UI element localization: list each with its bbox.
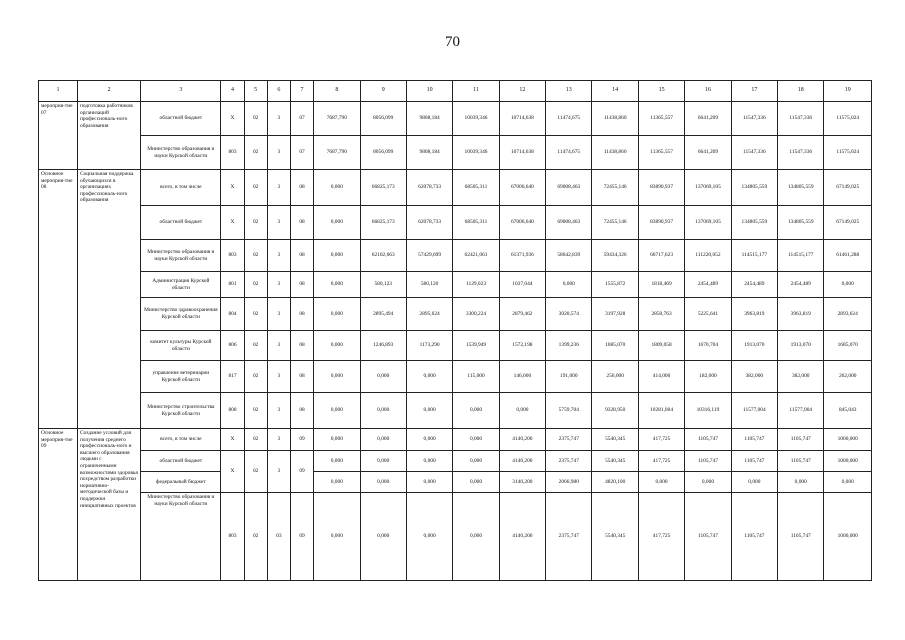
value-cell: 1105,747	[778, 493, 824, 581]
value-cell: 69008,463	[546, 206, 592, 240]
source-cell: управление ветеринарии Курской области	[141, 361, 221, 393]
code-cell: 07	[290, 102, 313, 136]
value-cell: 1105,747	[778, 429, 824, 451]
value-cell: 7687,790	[314, 136, 360, 170]
code-cell: Х	[221, 451, 244, 493]
code-cell: 09	[290, 451, 313, 493]
value-cell: 10039,346	[453, 102, 499, 136]
code-cell: Х	[221, 429, 244, 451]
header-cell: 14	[592, 81, 638, 102]
value-cell: 134805,559	[731, 206, 777, 240]
code-cell: Х	[221, 206, 244, 240]
value-cell: 62078,733	[406, 206, 452, 240]
header-cell: 5	[244, 81, 267, 102]
source-cell-federal: федеральный бюджет	[141, 471, 220, 492]
value-cell: 2895,494	[360, 298, 406, 331]
value-cell: 11438,860	[592, 136, 638, 170]
value-cell: 66825,173	[360, 170, 406, 206]
event-cell: Основное мероприя-тие 08	[39, 170, 78, 429]
value-cell: 5225,641	[685, 298, 731, 331]
header-cell: 13	[546, 81, 592, 102]
header-cell: 9	[360, 81, 406, 102]
value-cell-federal: 0,000	[824, 471, 871, 492]
budget-table	[38, 80, 872, 581]
code-cell: 02	[244, 170, 267, 206]
value-cell: 111220,052	[685, 240, 731, 272]
value-cell: 62102,663	[360, 240, 406, 272]
value-cell-federal: 4820,100	[592, 471, 637, 492]
code-cell: 08	[290, 298, 313, 331]
value-cell: 1105,747	[685, 493, 731, 581]
header-cell: 16	[685, 81, 731, 102]
value-cell: 256,000	[592, 361, 638, 393]
value-cell: 11547,336	[731, 136, 777, 170]
value-cell: 57429,699	[406, 240, 452, 272]
value-cell: 1670,704	[685, 331, 731, 361]
value-cell	[824, 451, 872, 493]
code-cell: 08	[290, 393, 313, 429]
value-cell: 67006,640	[499, 206, 545, 240]
header-cell: 7	[290, 81, 313, 102]
value-cell-federal: 3140,200	[500, 471, 545, 492]
value-cell: 7687,790	[314, 102, 360, 136]
code-cell: 02	[244, 240, 267, 272]
value-cell: 8056,099	[360, 136, 406, 170]
value-cell: 0,000	[314, 272, 360, 298]
value-cell: 0,000	[360, 429, 406, 451]
code-cell: 02	[244, 136, 267, 170]
source-cell: Администрация Курской области	[141, 272, 221, 298]
value-cell: 1555,872	[592, 272, 638, 298]
page-number: 70	[445, 34, 460, 50]
value-cell: 2454,489	[778, 272, 824, 298]
header-cell: 4	[221, 81, 244, 102]
value-cell: 845,043	[824, 393, 872, 429]
value-cell	[685, 451, 731, 493]
value-cell: 10316,119	[685, 393, 731, 429]
value-cell: 0,000	[360, 493, 406, 581]
value-cell: 114515,177	[778, 240, 824, 272]
value-cell-regional: 1105,747	[790, 457, 811, 464]
source-cell: областной бюджет	[141, 102, 221, 136]
code-cell: 02	[244, 361, 267, 393]
value-cell: 9328,950	[592, 393, 638, 429]
source-cell: комитет культуры Курской области	[141, 331, 221, 361]
value-cell: 72455,146	[592, 170, 638, 206]
value-cell: 83890,937	[638, 206, 684, 240]
value-cell: 2454,489	[685, 272, 731, 298]
value-cell: 0,000	[314, 331, 360, 361]
value-cell: 0,000	[314, 240, 360, 272]
header-cell: 19	[824, 81, 872, 102]
table-row	[39, 393, 872, 429]
value-cell: 137069,105	[685, 170, 731, 206]
value-cell: 3020,574	[546, 298, 592, 331]
value-cell-regional: 2375,747	[558, 457, 579, 464]
code-cell: 803	[221, 136, 244, 170]
value-cell: 0,000	[360, 361, 406, 393]
value-cell: 4140,200	[499, 429, 545, 451]
value-cell: 67149,025	[824, 206, 872, 240]
value-cell	[546, 451, 592, 493]
value-cell-regional: 1000,000	[837, 457, 858, 464]
header-cell: 6	[267, 81, 290, 102]
value-cell: 417,725	[638, 493, 684, 581]
value-cell: 0,000	[360, 393, 406, 429]
value-cell: 66717,623	[638, 240, 684, 272]
code-cell: 3	[267, 102, 290, 136]
value-cell: 1000,000	[824, 429, 872, 451]
value-cell: 0,000	[453, 393, 499, 429]
code-cell: 803	[221, 493, 244, 581]
value-cell: 3300,224	[453, 298, 499, 331]
code-cell: 3	[267, 451, 290, 493]
value-cell: 11474,675	[546, 136, 592, 170]
value-cell: 0,000	[499, 393, 545, 429]
value-cell: 66825,173	[360, 206, 406, 240]
value-cell-federal: 0,000	[732, 471, 777, 492]
value-cell	[778, 451, 824, 493]
value-cell: 11577,004	[778, 393, 824, 429]
value-cell: 10714,638	[499, 136, 545, 170]
source-cell: Министерство образования и науки Курской области	[141, 240, 221, 272]
value-cell: 6641,209	[685, 136, 731, 170]
value-cell: 3963,819	[778, 298, 824, 331]
value-cell: 1085,070	[592, 331, 638, 361]
value-cell-federal: 0,000	[407, 471, 452, 492]
code-cell: 08	[290, 361, 313, 393]
code-cell: Х	[221, 170, 244, 206]
header-cell: 11	[453, 81, 499, 102]
value-cell: 1105,747	[731, 493, 777, 581]
value-cell: 1685,070	[824, 331, 872, 361]
value-cell-federal: 0,000	[778, 471, 823, 492]
code-cell: 02	[244, 331, 267, 361]
code-cell: 801	[221, 272, 244, 298]
value-cell: 134805,559	[778, 170, 824, 206]
code-cell: 3	[267, 272, 290, 298]
value-cell: 0,000	[406, 361, 452, 393]
value-cell: 1246,893	[360, 331, 406, 361]
source-cell: всего, в том числе	[141, 429, 221, 451]
code-cell: 3	[267, 331, 290, 361]
value-cell-regional: 1105,747	[697, 457, 718, 464]
value-cell: 414,000	[638, 361, 684, 393]
code-cell: 3	[267, 170, 290, 206]
value-cell: 2454,489	[731, 272, 777, 298]
value-cell: 72455,146	[592, 206, 638, 240]
value-cell: 59434,326	[592, 240, 638, 272]
value-cell: 68505,311	[453, 206, 499, 240]
table-row	[39, 240, 872, 272]
code-cell: 08	[290, 272, 313, 298]
value-cell: 1000,000	[824, 493, 872, 581]
code-cell: 02	[244, 393, 267, 429]
value-cell: 1913,070	[731, 331, 777, 361]
value-cell: 2895,624	[406, 298, 452, 331]
table-row	[39, 206, 872, 240]
value-cell: 134805,559	[778, 206, 824, 240]
value-cell: 1129,023	[453, 272, 499, 298]
table-row	[39, 298, 872, 331]
value-cell: 3963,819	[731, 298, 777, 331]
value-cell-regional: 0,000	[330, 457, 343, 464]
value-cell: 11474,675	[546, 102, 592, 136]
code-cell: 3	[267, 206, 290, 240]
value-cell: 10281,004	[638, 393, 684, 429]
code-cell: 3	[267, 298, 290, 331]
value-cell: 2375,747	[546, 493, 592, 581]
table-row	[39, 331, 872, 361]
value-cell: 1818,469	[638, 272, 684, 298]
value-cell: 0,000	[824, 272, 872, 298]
value-cell-federal: 0,000	[685, 471, 730, 492]
value-cell: 8056,099	[360, 102, 406, 136]
value-cell: 0,000	[406, 493, 452, 581]
value-cell-regional: 0,000	[469, 457, 483, 464]
value-cell: 11547,336	[778, 136, 824, 170]
source-cell: Министерство образования и науки Курской области	[141, 136, 221, 170]
value-cell: 0,000	[314, 170, 360, 206]
value-cell: 0,000	[314, 361, 360, 393]
value-cell: 2850,763	[638, 298, 684, 331]
code-cell: 08	[290, 170, 313, 206]
value-cell	[499, 451, 545, 493]
value-cell: 134805,559	[731, 170, 777, 206]
value-cell: 11365,557	[638, 102, 684, 136]
value-cell-federal: 0,000	[453, 471, 498, 492]
value-cell: 5759,704	[546, 393, 592, 429]
source-cell: Министерство строительства Курской области	[141, 393, 221, 429]
code-cell: 817	[221, 361, 244, 393]
source-cell: всего, в том числе	[141, 170, 221, 206]
value-cell: 11575,024	[824, 102, 872, 136]
value-cell: 382,000	[731, 361, 777, 393]
code-cell: 804	[221, 298, 244, 331]
header-cell: 17	[731, 81, 777, 102]
table-row	[39, 493, 872, 581]
value-cell: 1539,949	[453, 331, 499, 361]
header-cell: 8	[314, 81, 360, 102]
code-cell: 09	[290, 493, 313, 581]
code-cell: 08	[290, 206, 313, 240]
value-cell-federal: 0,000	[639, 471, 684, 492]
value-cell: 69008,463	[546, 170, 592, 206]
value-cell: 262,000	[824, 361, 872, 393]
value-cell-regional: 5540,345	[605, 457, 626, 464]
code-cell: 02	[244, 298, 267, 331]
value-cell	[360, 451, 406, 493]
value-cell: 11547,336	[778, 102, 824, 136]
value-cell: 0,000	[314, 206, 360, 240]
code-cell: 08	[290, 331, 313, 361]
code-cell: 3	[267, 361, 290, 393]
value-cell: 0,000	[546, 272, 592, 298]
value-cell	[453, 451, 499, 493]
event-name-cell: Социальная поддержка обучающихся в организациях профессиональ-ного образования	[78, 170, 141, 429]
value-cell: 382,000	[778, 361, 824, 393]
value-cell: 137069,105	[685, 206, 731, 240]
code-cell: Х	[221, 102, 244, 136]
value-cell: 58642,839	[546, 240, 592, 272]
code-cell: 07	[290, 136, 313, 170]
value-cell: 61371,936	[499, 240, 545, 272]
value-cell: 6641,209	[685, 102, 731, 136]
value-cell: 11438,860	[592, 102, 638, 136]
value-cell	[638, 451, 684, 493]
value-cell: 1037,044	[499, 272, 545, 298]
value-cell: 83890,937	[638, 170, 684, 206]
table-row	[39, 272, 872, 298]
event-name-cell: подготовка работников организаций профессиональ-ного образования	[78, 102, 141, 170]
value-cell	[592, 451, 638, 493]
code-cell: 02	[244, 272, 267, 298]
header-row	[39, 81, 872, 102]
code-cell: 3	[267, 240, 290, 272]
code-cell: 02	[244, 102, 267, 136]
value-cell: 1173,290	[406, 331, 452, 361]
header-cell: 10	[406, 81, 452, 102]
code-cell: 02	[244, 206, 267, 240]
value-cell: 2375,747	[546, 429, 592, 451]
table-row	[39, 361, 872, 393]
value-cell: 182,000	[685, 361, 731, 393]
value-cell: 580,120	[406, 272, 452, 298]
value-cell: 9808,184	[406, 136, 452, 170]
source-cell: областной бюджет	[141, 206, 221, 240]
code-cell: 02	[244, 451, 267, 493]
value-cell-regional: 0,000	[377, 457, 390, 464]
code-cell: 806	[221, 331, 244, 361]
event-name-cell: Создание условий для получения среднего профессиональ-ного и высшего образования людьми с ограниченными возможностями здоровья посредством разработки нормативно-методической базы и поддержки инициативных проектов	[78, 429, 141, 581]
source-cell: Министерство здравоохранения Курской области	[141, 298, 221, 331]
header-cell: 3	[141, 81, 221, 102]
value-cell: 1105,747	[731, 429, 777, 451]
value-cell-regional: 1105,747	[744, 457, 765, 464]
value-cell: 3197,928	[592, 298, 638, 331]
source-cell: Министерство образования и науки Курской области	[141, 493, 221, 581]
value-cell	[406, 451, 452, 493]
header-cell: 1	[39, 81, 78, 102]
value-cell-federal: 2066,980	[546, 471, 591, 492]
value-cell: 115,000	[453, 361, 499, 393]
value-cell: 114515,177	[731, 240, 777, 272]
header-cell: 15	[638, 81, 684, 102]
value-cell: 5540,345	[592, 429, 638, 451]
value-cell: 1913,070	[778, 331, 824, 361]
code-cell: 3	[267, 429, 290, 451]
value-cell: 67006,640	[499, 170, 545, 206]
value-cell: 10039,346	[453, 136, 499, 170]
source-cell	[141, 451, 221, 493]
value-cell: 4140,200	[499, 493, 545, 581]
value-cell-regional: 417,725	[652, 457, 671, 464]
value-cell	[314, 451, 360, 493]
value-cell: 0,000	[406, 429, 452, 451]
code-cell: 808	[221, 393, 244, 429]
value-cell: 1105,747	[685, 429, 731, 451]
value-cell: 11577,004	[731, 393, 777, 429]
value-cell: 580,123	[360, 272, 406, 298]
header-cell: 12	[499, 81, 545, 102]
value-cell: 11365,557	[638, 136, 684, 170]
event-cell: Основное мероприя-тие 09	[39, 429, 78, 581]
value-cell-federal: 0,000	[314, 471, 359, 492]
header-cell: 18	[778, 81, 824, 102]
value-cell: 1809,058	[638, 331, 684, 361]
table-row	[39, 136, 872, 170]
value-cell: 62421,061	[453, 240, 499, 272]
code-cell: 09	[290, 429, 313, 451]
value-cell: 5540,345	[592, 493, 638, 581]
value-cell: 11575,024	[824, 136, 872, 170]
value-cell: 67149,025	[824, 170, 872, 206]
code-cell: 02	[244, 493, 267, 581]
value-cell: 0,000	[314, 493, 360, 581]
value-cell: 61461,288	[824, 240, 872, 272]
code-cell: 3	[267, 136, 290, 170]
table-row	[39, 170, 872, 206]
value-cell: 2893,624	[824, 298, 872, 331]
table-row	[39, 429, 872, 451]
table-row	[39, 451, 872, 493]
value-cell: 0,000	[314, 429, 360, 451]
value-cell: 10714,638	[499, 102, 545, 136]
value-cell: 62078,733	[406, 170, 452, 206]
code-cell: 08	[290, 240, 313, 272]
value-cell: 191,000	[546, 361, 592, 393]
code-cell: 02	[244, 429, 267, 451]
value-cell-regional: 4140,200	[512, 457, 533, 464]
value-cell: 9808,184	[406, 102, 452, 136]
value-cell: 417,725	[638, 429, 684, 451]
value-cell: 0,000	[453, 429, 499, 451]
code-cell: 03	[267, 493, 290, 581]
event-cell: мероприя-тие 07	[39, 102, 78, 170]
value-cell: 146,000	[499, 361, 545, 393]
value-cell-federal: 0,000	[361, 471, 406, 492]
value-cell: 68505,311	[453, 170, 499, 206]
code-cell: 803	[221, 240, 244, 272]
source-cell-regional: областной бюджет	[159, 457, 203, 464]
value-cell: 0,000	[314, 298, 360, 331]
code-cell: 3	[267, 393, 290, 429]
value-cell: 1399,236	[546, 331, 592, 361]
table-row	[39, 102, 872, 136]
value-cell: 0,000	[453, 493, 499, 581]
value-cell	[731, 451, 777, 493]
value-cell: 1572,198	[499, 331, 545, 361]
value-cell: 11547,336	[731, 102, 777, 136]
value-cell: 0,000	[406, 393, 452, 429]
value-cell-regional: 0,000	[423, 457, 436, 464]
value-cell: 2879,462	[499, 298, 545, 331]
header-cell: 2	[78, 81, 141, 102]
value-cell: 0,000	[314, 393, 360, 429]
